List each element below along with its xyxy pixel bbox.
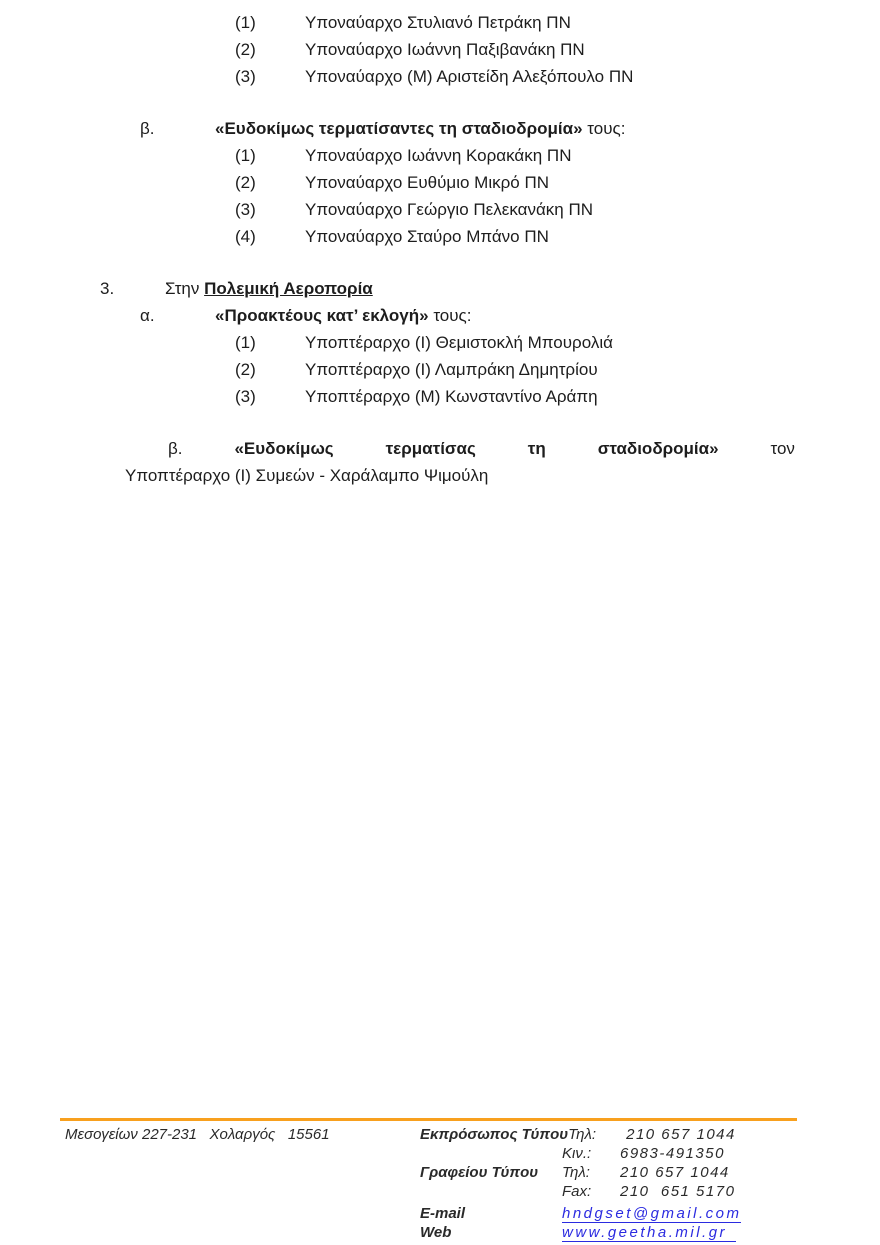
subsection-heading [0,302,880,329]
subsection-title-bold: «Ευδοκίμως τερματίσαντες τη σταδιοδρομία» [215,119,583,138]
footer-value-mobile: 6983-491350 [620,1145,725,1162]
justified-word-bold: «Ευδοκίμως [234,439,334,458]
section-title: Πολεμική Αεροπορία [204,279,373,298]
subsection-title [215,302,471,329]
footer-field-mobile: Κιν.: [562,1145,592,1162]
list-item-number: (3) [235,387,256,406]
list-item-text: Υποναύαρχο Ιωάννη Κορακάκη ΠΝ [305,146,572,165]
justified-word-bold: τη [527,439,546,458]
list-item [0,142,880,169]
footer-contact-row [420,1145,840,1164]
list-item-text: Υποναύαρχο Ευθύμιο Μικρό ΠΝ [305,173,550,192]
footer-label-web: Web [420,1224,452,1241]
subsection-letter: β. [140,119,155,138]
list-item-number: (1) [235,146,256,165]
list-item-text: Υποναύαρχο (Μ) Αριστείδη Αλεξόπουλο ΠΝ [305,67,634,86]
footer-contact-row [420,1164,840,1183]
list-item [0,169,880,196]
section-heading [0,275,880,302]
subsection-letter: α. [140,306,155,325]
vertical-gap [0,250,880,275]
footer-address: Μεσογείων 227-231 Χολαργός 15561 [65,1126,330,1143]
footer-accent-rule [60,1118,797,1121]
list-item-text: Υποναύαρχο Στυλιανό Πετράκη ΠΝ [305,13,571,32]
list-item-number: (2) [235,173,256,192]
footer-contact-row [420,1183,840,1202]
vertical-gap [0,90,880,115]
list-item-number: (3) [235,67,256,86]
list-item-number: (1) [235,13,256,32]
justified-word-bold: τερματίσας [385,439,476,458]
list-item-text: Υποναύαρχο Σταύρο Μπάνο ΠΝ [305,227,549,246]
footer-contact-row [420,1224,840,1243]
justified-word-bold: σταδιοδρομία» [597,439,719,458]
footer-value-fax: 210 651 5170 [620,1183,736,1200]
justified-paragraph-line2: Υποπτέραρχο (Ι) Συμεών - Χαράλαμπο Ψιμούλη [125,466,489,485]
list-item [0,383,880,410]
section-number: 3. [100,279,115,298]
list-item-number: (3) [235,200,256,219]
list-item [0,223,880,250]
footer-contact-block [420,1126,840,1243]
list-item-text: Υποναύαρχο Ιωάννη Παξιβανάκη ΠΝ [305,40,585,59]
list-item-number: (1) [235,333,256,352]
list-item-text: Υποπτέραρχο (Ι) Λαμπράκη Δημητρίου [305,360,598,379]
subsection-title-bold: «Προακτέους κατ’ εκλογή» [215,306,429,325]
list-item-number: (2) [235,40,256,59]
list-item [0,356,880,383]
list-item-number: (2) [235,360,256,379]
footer-label-press-officer: Εκπρόσωπος Τύπου [420,1126,569,1143]
subsection-letter: β. [168,439,183,458]
footer-value-tel: 210 657 1044 [626,1126,736,1143]
website-link[interactable]: www.geetha.mil.gr [562,1224,736,1242]
footer-contact-row [420,1205,840,1224]
subsection-title-rest: τους: [582,119,626,138]
list-item-number: (4) [235,227,256,246]
subsection-heading [0,115,880,142]
list-item [0,36,880,63]
footer-field-tel: Τηλ: [562,1164,590,1181]
list-item-text: Υποπτέραρχο (Μ) Κωνσταντίνο Αράπη [305,387,598,406]
footer-field-fax: Fax: [562,1183,592,1200]
list-item [0,196,880,223]
justified-paragraph-line1 [168,435,795,462]
vertical-gap [0,410,880,435]
subsection-title [215,115,625,142]
justified-word: τον [770,439,795,458]
section-intro-prefix: Στην [165,279,205,298]
list-item [0,329,880,356]
footer-label-email: E-mail [420,1205,466,1222]
footer-label-press-office: Γραφείου Τύπου [420,1164,539,1181]
footer-value-tel: 210 657 1044 [620,1164,730,1181]
subsection-title-rest: τους: [428,306,472,325]
list-item-text: Υποναύαρχο Γεώργιο Πελεκανάκη ΠΝ [305,200,594,219]
list-item-text: Υποπτέραρχο (Ι) Θεμιστοκλή Μπουρολιά [305,333,613,352]
footer-contact-row [420,1126,840,1145]
section-intro [165,275,373,302]
document-page [0,0,880,489]
list-item [0,9,880,36]
email-link[interactable]: hndgset@gmail.com [562,1205,742,1222]
list-item [0,63,880,90]
footer-field-tel: Τηλ: [568,1126,597,1143]
